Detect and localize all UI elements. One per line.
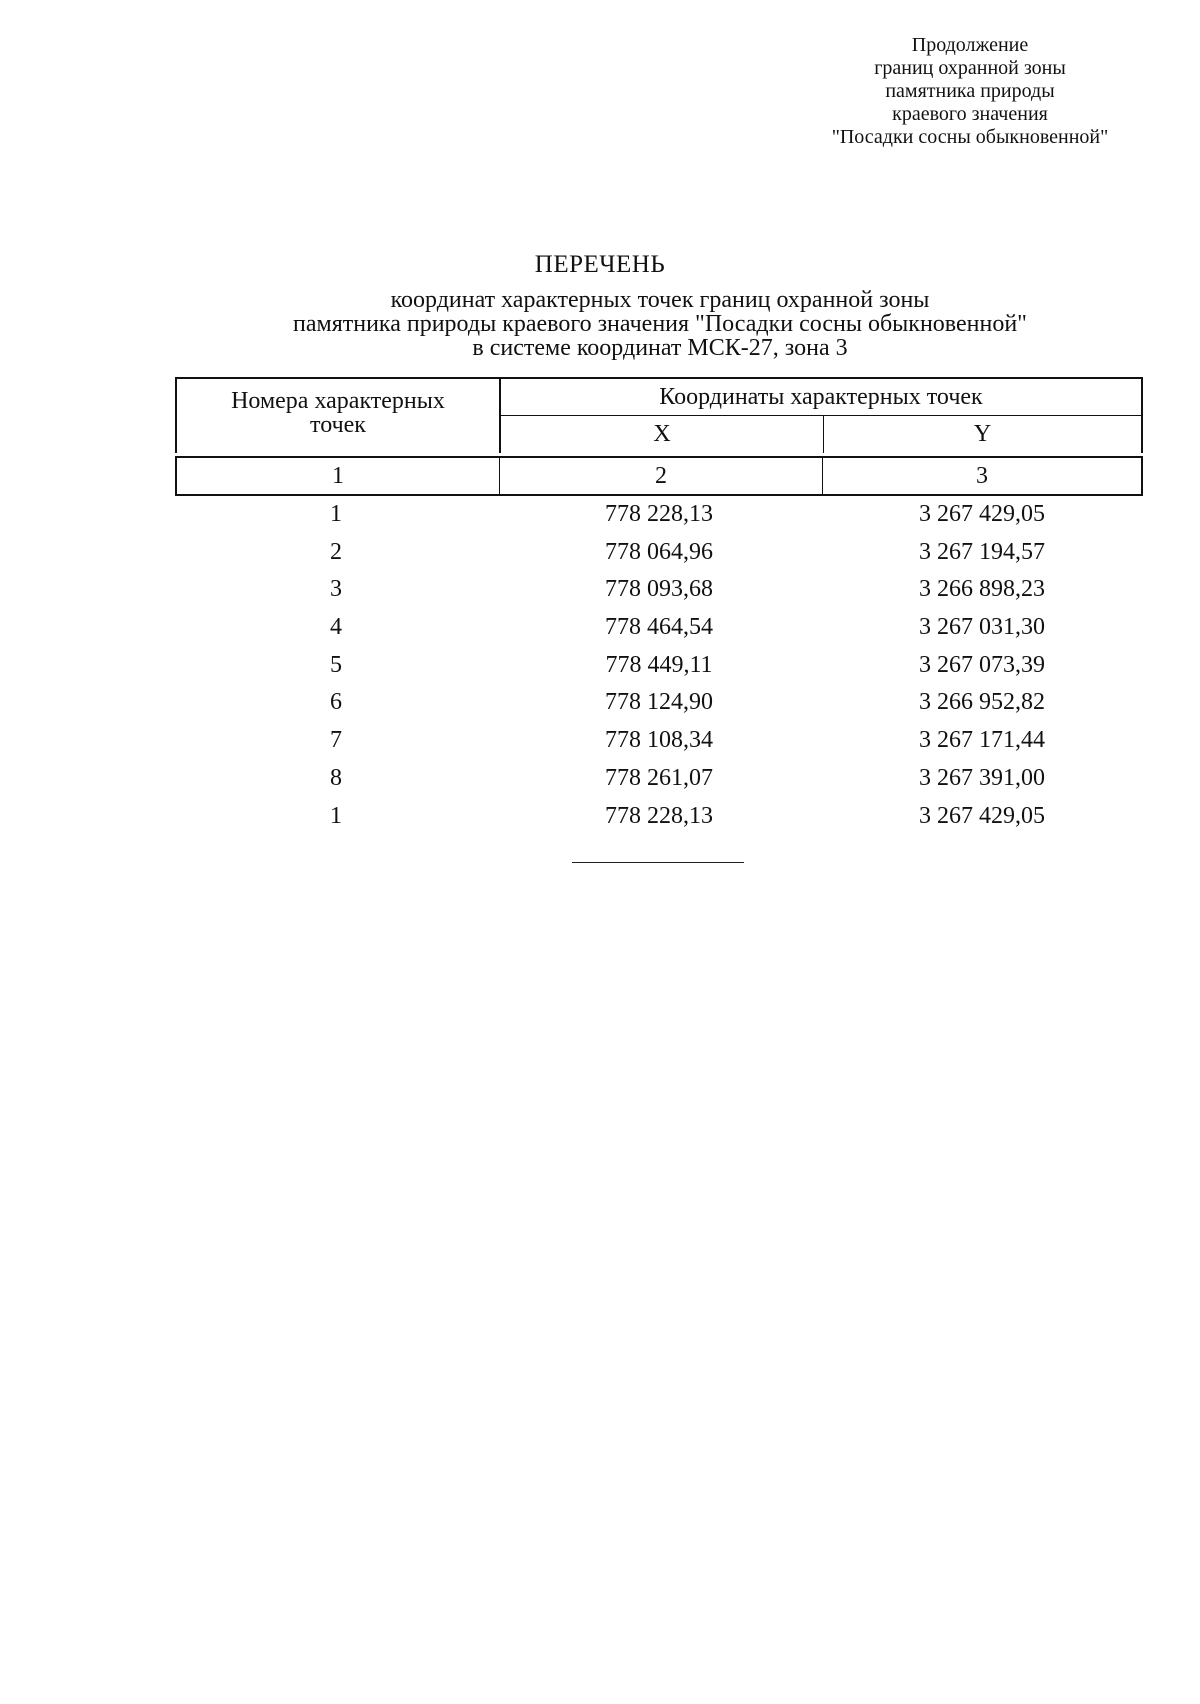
table-row [175,647,1143,685]
table-row [175,760,1143,798]
document-subtitle [0,288,1200,360]
x-coordinate: 778 093,68 [605,576,713,603]
y-coordinate: 3 267 391,00 [919,764,1045,791]
document-title: ПЕРЕЧЕНЬ [534,251,666,278]
x-coordinate: 778 449,11 [605,651,713,678]
point-number: 1 [330,501,342,527]
header-point-numbers-line: Номера характерных [231,388,445,414]
x-coordinate: 778 108,34 [605,727,713,754]
header-coordinates: Координаты характерных точек [501,379,1141,416]
table-row [175,571,1143,609]
table-header [175,377,1143,453]
x-coordinate: 778 228,13 [605,802,713,829]
table-row [175,496,1143,534]
point-number: 5 [330,651,342,678]
point-number: 7 [330,727,342,754]
point-number: 8 [330,764,342,791]
y-coordinate: 3 267 429,05 [919,501,1045,527]
continuation-note-line: краевого значения [892,103,1048,125]
table-row [175,684,1143,722]
y-coordinate: 3 267 194,57 [919,538,1045,565]
continuation-note-line: границ охранной зоны [874,57,1066,79]
y-coordinate: 3 266 952,82 [919,689,1045,716]
x-coordinate: 778 064,96 [605,538,713,565]
point-number: 2 [330,538,342,565]
x-coordinate: 778 124,90 [605,689,713,716]
y-coordinate: 3 267 171,44 [919,727,1045,754]
document-subtitle-line: в системе координат МСК-27, зона 3 [472,335,848,361]
column-number: 2 [500,458,823,494]
table-body [175,496,1143,835]
continuation-note-line: памятника природы [885,80,1055,102]
table-row [175,534,1143,572]
y-coordinate: 3 267 031,30 [919,614,1045,641]
x-coordinate: 778 261,07 [605,764,713,791]
point-number: 4 [330,614,342,641]
header-x: X [501,416,824,453]
document-subtitle-line: координат характерных точек границ охранной зоны [390,287,930,313]
y-coordinate: 3 267 429,05 [919,802,1045,829]
header-y: Y [973,421,992,447]
point-number: 6 [330,689,342,716]
table-row [175,722,1143,760]
end-of-document-rule [572,862,744,863]
column-numbers-row [175,456,1143,496]
continuation-note [790,34,1150,149]
y-coordinate: 3 266 898,23 [919,576,1045,603]
header-point-numbers-line: точек [310,412,366,438]
column-number: 3 [976,463,988,489]
column-number: 1 [177,458,500,494]
x-coordinate: 778 464,54 [605,614,713,641]
continuation-note-line: Продолжение [911,34,1029,56]
point-number: 3 [330,576,342,603]
x-coordinate: 778 228,13 [605,501,713,527]
document-subtitle-line: памятника природы краевого значения "Посадки сосны обыкновенной" [293,311,1027,337]
y-coordinate: 3 267 073,39 [919,651,1045,678]
table-row [175,609,1143,647]
point-number: 1 [330,802,342,829]
header-point-numbers [177,379,499,453]
table-row [175,798,1143,836]
continuation-note-line: "Посадки сосны обыкновенной" [831,126,1109,148]
coordinates-table [175,377,1143,835]
